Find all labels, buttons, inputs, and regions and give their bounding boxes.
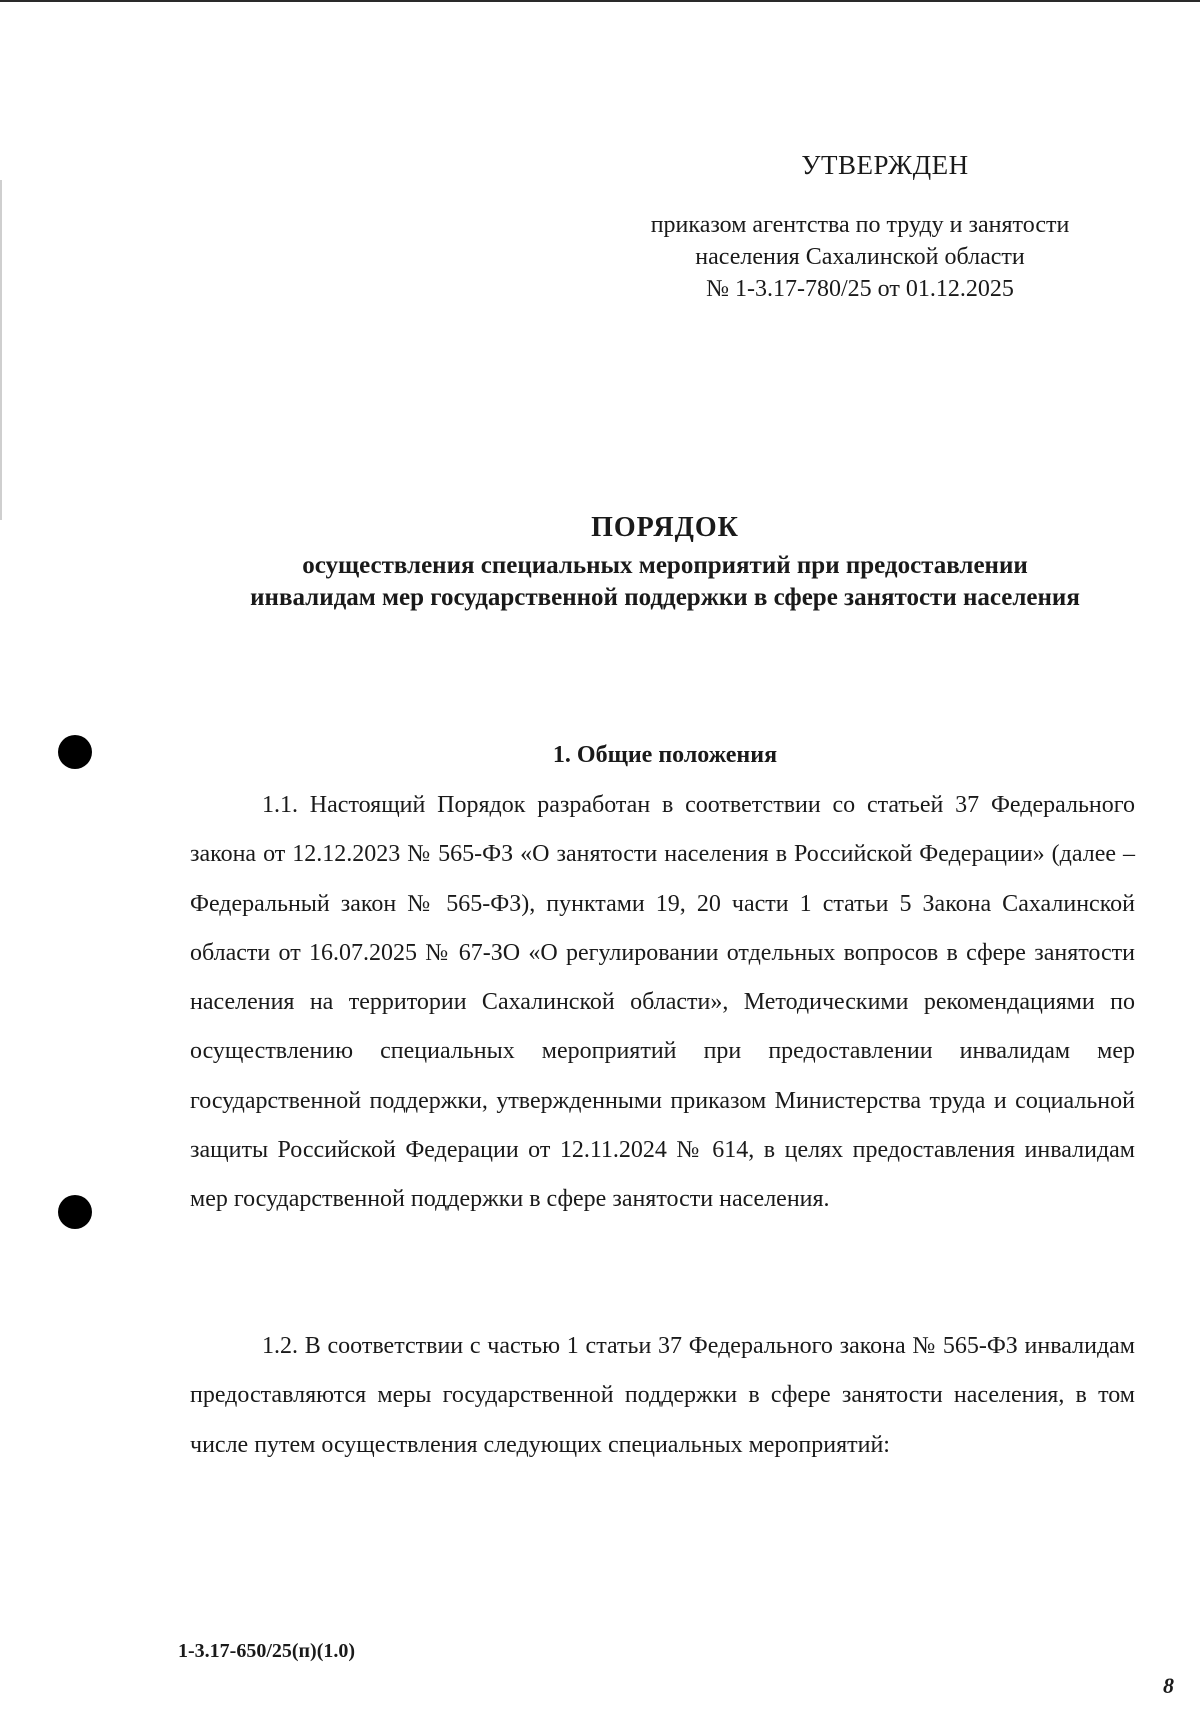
document-heading [150,512,1180,614]
punch-hole [58,735,92,769]
scan-edge-top [0,0,1200,2]
section-heading: 1. Общие положения [552,742,778,768]
paragraph-1-1: 1.1. Настоящий Порядок разработан в соответствии со статьей 37 Федерального закона от 12.12.2023 № 565-ФЗ «О занятости населения в Российской Федерации» (далее – Федеральный закон № 565-ФЗ), пунктами 19, 20 части 1 статьи 5 Закона Сахалинской области от 16.07.2025 № 67-ЗО «О регулировании отдельных вопросов в сфере занятости населения на территории Сахалинской области», Методическими рекомендациями по осуществлению специальных мероприятий при предоставлении инвалидам мер государственной поддержки, утвержденными приказом Министерства труда и социальной защиты Российской Федерации от 12.11.2024 № 614, в целях предоставления инвалидам мер государственной поддержки в сфере занятости населения. [190,792,1135,1213]
scan-edge-left [0,180,2,520]
document-subtitle-line: инвалидам мер государственной поддержки в сфере занятости населения [250,584,1080,611]
document-subtitle-line: осуществления специальных мероприятий при предоставлении [302,552,1028,579]
approval-title: УТВЕРЖДЕН [801,150,969,180]
approval-line: приказом агентства по труду и занятости [650,212,1070,238]
footer-document-code: 1-3.17-650/25(п)(1.0) [178,1640,356,1662]
approval-block [580,150,1140,305]
approval-order-number: № 1-3.17-780/25 от 01.12.2025 [706,276,1014,302]
document-title: ПОРЯДОК [591,512,739,543]
page-corner-mark: 8 [1163,1673,1174,1698]
approval-line: населения Сахалинской области [695,244,1025,270]
punch-hole [58,1195,92,1229]
paragraph-1-2: 1.2. В соответствии с частью 1 статьи 37 Федерального закона № 565-ФЗ инвалидам предоставляются меры государственной поддержки в сфере занятости населения, в том числе путем осуществления следующих специальных мероприятий: [190,1333,1135,1458]
